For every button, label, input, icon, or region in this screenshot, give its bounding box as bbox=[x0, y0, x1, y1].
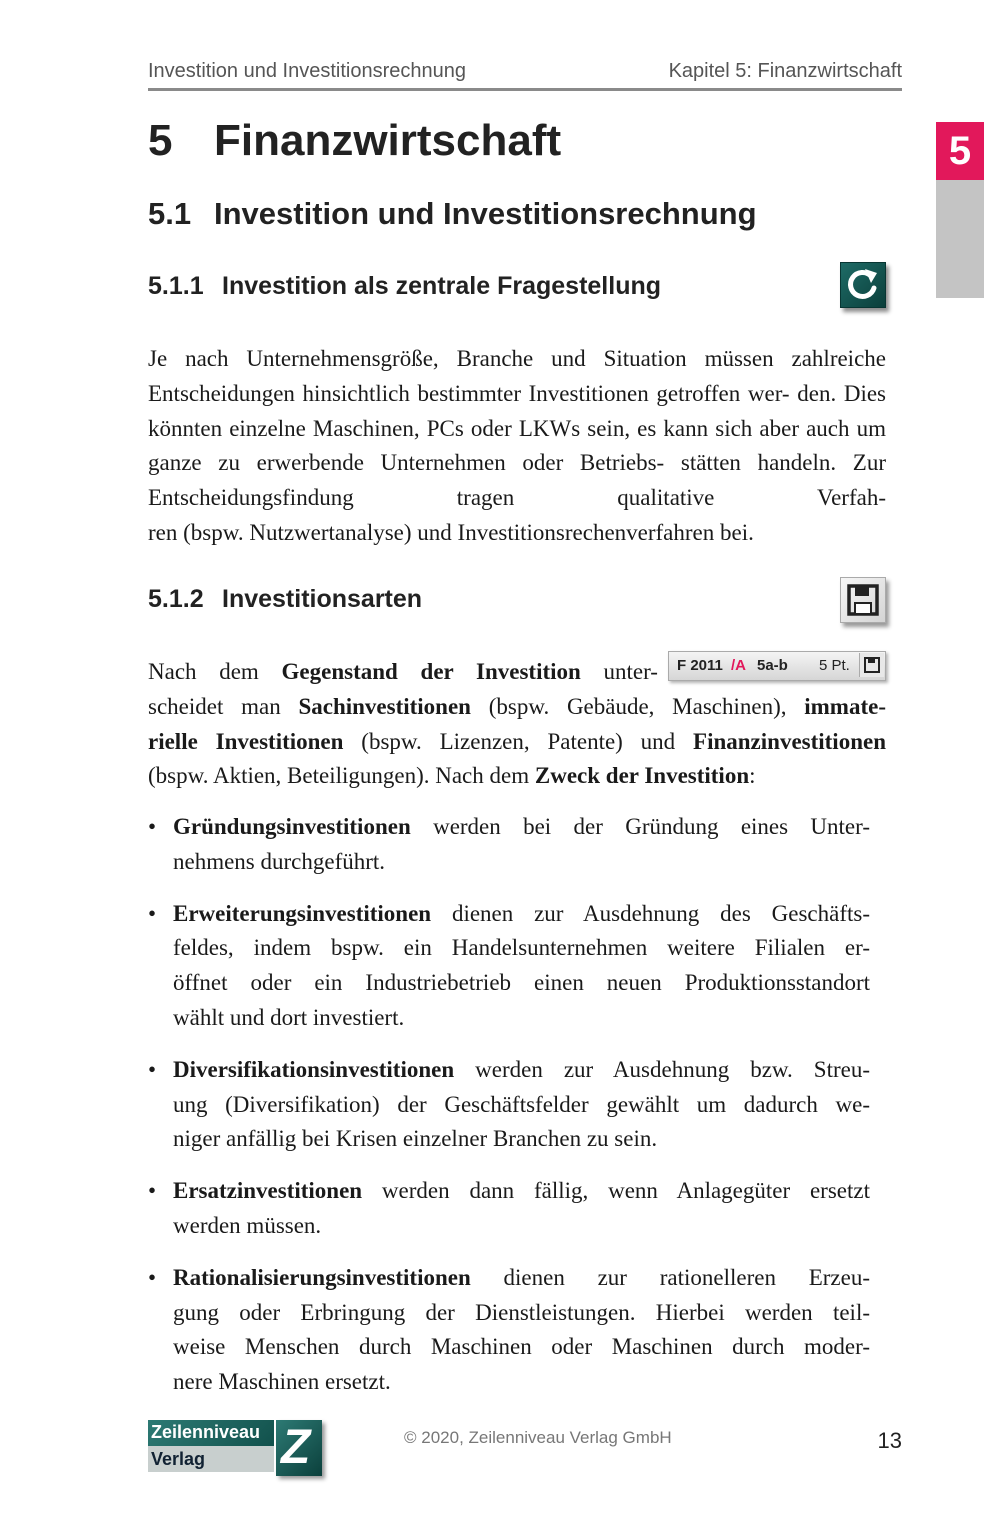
bold-term: Ersatzinvestitionen bbox=[173, 1178, 363, 1204]
bold-term: Rationalisierungsinvestitionen bbox=[173, 1264, 471, 1290]
copyright: © 2020, Zeilenniveau Verlag GmbH bbox=[404, 1428, 672, 1447]
text-run: nehmens durchgeführt. bbox=[173, 848, 386, 874]
logo-line-2-bar bbox=[148, 1446, 274, 1472]
exam-variant: /A bbox=[731, 657, 746, 674]
text-run: (bspw. Gebäude, Maschinen), bbox=[470, 693, 805, 719]
floppy-disk-icon[interactable] bbox=[840, 577, 886, 623]
subsection-title-1: Investition als zentrale Fragestellung bbox=[222, 272, 662, 300]
subsection-heading-1 bbox=[148, 272, 661, 301]
exam-code: F 2011 bbox=[677, 657, 723, 674]
text-run: öffnet oder ein Industriebetrieb einen neuen Produktionsstandort bbox=[173, 970, 870, 996]
text-run: werden müssen. bbox=[173, 1212, 322, 1238]
bold-term: Gründungsinvestitionen bbox=[173, 814, 411, 839]
logo-z-mark bbox=[276, 1420, 322, 1476]
bold-term: Diversifikationsinvestitionen bbox=[173, 1056, 455, 1082]
paragraph-investition bbox=[148, 342, 886, 551]
refresh-icon[interactable] bbox=[840, 262, 886, 308]
text-run: feldes, indem bspw. ein Handelsunternehmen weitere Filialen er- bbox=[173, 935, 870, 961]
logo-line-1: Zeilenniveau bbox=[151, 1422, 261, 1442]
paragraph-line: den. Dies könnten einzelne Maschinen, PCs oder LKWs sein, es kann bbox=[148, 380, 886, 441]
logo-z-letter: Z bbox=[281, 1421, 311, 1474]
logo-box bbox=[148, 1420, 274, 1472]
text-run: nere Maschinen ersetzt. bbox=[173, 1369, 391, 1395]
text-run: niger anfällig bei Krisen einzelner Branchen zu sein. bbox=[173, 1126, 658, 1152]
text-run: Nach dem bbox=[148, 659, 282, 684]
list-item bbox=[148, 1174, 870, 1244]
bullet-icon: • bbox=[148, 1264, 157, 1290]
paragraph-investitionsarten bbox=[148, 655, 886, 794]
text-run: wählt und dort investiert. bbox=[173, 1004, 405, 1030]
bold-term: immate- bbox=[804, 693, 886, 719]
exam-task: 5a-b bbox=[757, 657, 788, 674]
bullet-icon: • bbox=[148, 1178, 157, 1204]
section-title: Investition und Investitionsrechnung bbox=[214, 196, 757, 231]
text-run: unter- bbox=[580, 659, 658, 684]
subsection-title-2: Investitionsarten bbox=[222, 585, 423, 613]
bold-term: Erweiterungsinvestitionen bbox=[173, 900, 432, 926]
list-item bbox=[148, 897, 870, 1036]
paragraph-line: Entscheidungen hinsichtlich bestimmter Investitionen getroffen wer- bbox=[148, 380, 790, 406]
list-item bbox=[148, 810, 870, 880]
subsection-number-2: 5.1.2 bbox=[148, 585, 204, 613]
text-run: werden bei der Gründung eines Unter- bbox=[410, 814, 870, 839]
text-run: dienen zur rationelleren Erzeu- bbox=[470, 1264, 870, 1290]
text-run: dienen zur Ausdehnung des Geschäfts- bbox=[431, 900, 870, 926]
investment-types-list bbox=[148, 810, 870, 1417]
page-number: 13 bbox=[877, 1428, 902, 1453]
text-run: scheidet man bbox=[148, 693, 299, 719]
bullet-icon: • bbox=[148, 1056, 157, 1082]
list-item bbox=[148, 1261, 870, 1400]
bullet-icon: • bbox=[148, 814, 157, 839]
running-header-left: Investition und Investitionsrechnung bbox=[148, 60, 466, 82]
subsection-heading-2 bbox=[148, 585, 422, 614]
bullet-icon: • bbox=[148, 900, 157, 926]
bold-term: Gegenstand der Investition bbox=[281, 659, 581, 684]
text-run: (bspw. Lizenzen, Patente) und bbox=[343, 728, 694, 754]
list-item bbox=[148, 1053, 870, 1157]
paragraph-line: Je nach Unternehmensgröße, Branche und Situation müssen zahlreiche bbox=[148, 346, 886, 371]
chapter-title: Finanzwirtschaft bbox=[214, 116, 562, 165]
text-run: werden dann fällig, wenn Anlagegüter ersetzt bbox=[362, 1178, 870, 1204]
header-rule bbox=[148, 88, 902, 91]
subsection-number-1: 5.1.1 bbox=[148, 272, 204, 300]
text-run: werden zur Ausdehnung bzw. Streu- bbox=[454, 1056, 870, 1082]
chapter-heading bbox=[148, 116, 561, 166]
section-heading bbox=[148, 196, 757, 232]
section-number: 5.1 bbox=[148, 196, 192, 231]
chapter-thumb-tab: 5 bbox=[936, 122, 984, 180]
text-run: (bspw. Aktien, Beteiligungen). Nach dem bbox=[148, 763, 535, 789]
bold-term: Finanzinvestitionen bbox=[693, 728, 886, 754]
text-run: : bbox=[749, 763, 756, 789]
running-header-right: Kapitel 5: Finanzwirtschaft bbox=[668, 60, 902, 82]
chapter-thumb-tab-grey bbox=[936, 180, 984, 298]
paragraph-line: stätten handeln. Zur Entscheidungsfindung tragen qualitative Verfah- bbox=[148, 450, 886, 511]
text-run: ung (Diversifikation) der Geschäftsfelder gewählt um dadurch we- bbox=[173, 1091, 870, 1117]
publisher-logo bbox=[148, 1420, 322, 1476]
bold-term: Sachinvestitionen bbox=[298, 693, 471, 719]
exam-points: 5 Pt. bbox=[819, 657, 850, 674]
text-run: weise Menschen durch Maschinen oder Maschinen durch moder- bbox=[173, 1334, 870, 1360]
text-run: gung oder Erbringung der Dienstleistungen. Hierbei werden teil- bbox=[173, 1299, 870, 1325]
bold-term: rielle Investitionen bbox=[148, 728, 344, 754]
bold-term: Zweck der Investition bbox=[534, 763, 750, 789]
chapter-number: 5 bbox=[148, 116, 173, 165]
paragraph-line: ren (bspw. Nutzwertanalyse) und Investitionsrechenverfahren bei. bbox=[148, 519, 754, 545]
logo-line-2: Verlag bbox=[151, 1449, 206, 1469]
paragraph-line: sich aber auch um ganze zu erwerbende Unternehmen oder Betriebs- bbox=[148, 415, 886, 476]
